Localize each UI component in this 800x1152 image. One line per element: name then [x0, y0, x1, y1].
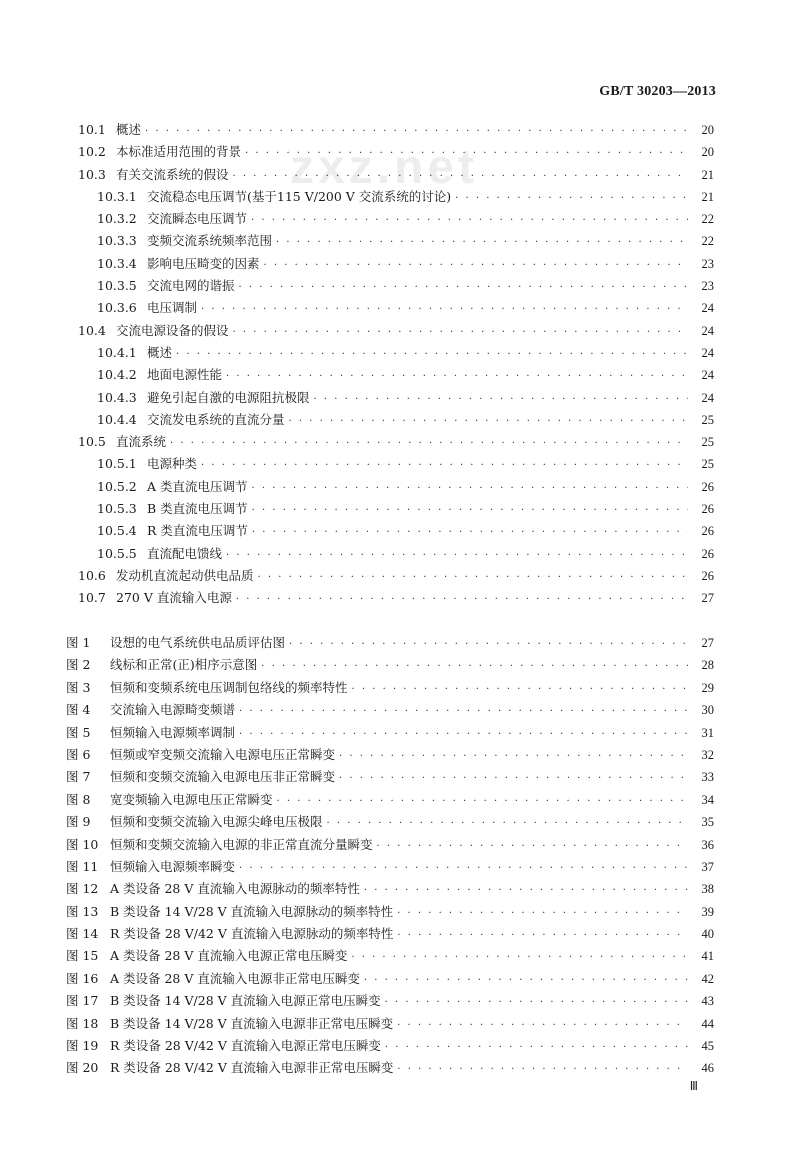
toc-figures — [0, 633, 800, 1081]
toc-figure-entry[interactable] — [0, 767, 800, 789]
toc-section-page-number: 21 — [701, 189, 714, 204]
toc-figure-number: 图 4 — [66, 702, 91, 718]
toc-figure-page-number: 34 — [701, 792, 714, 807]
toc-figure-title: B 类设备 14 V/28 V 直流输入电源正常电压瞬变 — [110, 993, 381, 1009]
toc-section-title: 交流发电系统的直流分量 — [147, 411, 285, 427]
toc-figure-page-number: 43 — [701, 994, 714, 1009]
dot-leader — [252, 527, 688, 538]
toc-figure-page-number: 36 — [701, 837, 714, 852]
toc-figure-page-number: 40 — [701, 927, 714, 942]
dot-leader — [239, 729, 688, 740]
toc-section-number: 10.5.1 — [97, 456, 137, 472]
dot-leader — [397, 1064, 688, 1075]
toc-figure-entry[interactable] — [0, 1036, 800, 1058]
toc-section-page-number: 26 — [701, 568, 714, 583]
toc-figure-number: 图 10 — [66, 836, 99, 852]
toc-section-page-number: 25 — [701, 457, 714, 472]
dot-leader — [339, 751, 688, 762]
dot-leader — [377, 841, 688, 852]
toc-section-entry[interactable] — [0, 388, 800, 410]
toc-figure-entry[interactable] — [0, 655, 800, 677]
toc-section-entry[interactable] — [0, 454, 800, 476]
toc-section-entry[interactable] — [0, 276, 800, 298]
dot-leader — [145, 126, 688, 137]
toc-section-entry[interactable] — [0, 165, 800, 187]
toc-figure-number: 图 17 — [66, 993, 99, 1009]
toc-section-number: 10.5.3 — [97, 501, 137, 517]
toc-figure-page-number: 45 — [701, 1039, 714, 1054]
toc-figure-number: 图 15 — [66, 948, 99, 964]
toc-section-number: 10.1 — [78, 122, 106, 137]
toc-section-title: 有关交流系统的假设 — [116, 166, 229, 182]
toc-figure-number: 图 19 — [66, 1038, 99, 1054]
dot-leader — [455, 193, 688, 204]
toc-section-page-number: 22 — [701, 234, 714, 249]
toc-section-page-number: 26 — [701, 502, 714, 517]
toc-figure-title: B 类设备 14 V/28 V 直流输入电源脉动的频率特性 — [110, 903, 394, 919]
toc-section-title: 交流电网的谐振 — [147, 278, 235, 294]
toc-section-entry[interactable] — [0, 365, 800, 387]
toc-section-number: 10.5.4 — [97, 523, 137, 539]
toc-section-entry[interactable] — [0, 343, 800, 365]
toc-section-entry[interactable] — [0, 321, 800, 343]
toc-figure-entry[interactable] — [0, 790, 800, 812]
toc-figure-title: A 类设备 28 V 直流输入电源非正常电压瞬变 — [110, 970, 360, 986]
toc-figure-title: 恒频或窄变频交流输入电源电压正常瞬变 — [110, 746, 336, 762]
dot-leader — [252, 483, 688, 494]
toc-figure-entry[interactable] — [0, 924, 800, 946]
toc-figure-title: 恒频和变频系统电压调制包络线的频率特性 — [110, 679, 348, 695]
toc-figure-page-number: 44 — [701, 1016, 714, 1031]
toc-section-page-number: 24 — [701, 345, 714, 360]
toc-figure-page-number: 27 — [701, 636, 714, 650]
toc-figure-title: 恒频和变频交流输入电源电压非正常瞬变 — [110, 769, 336, 785]
dot-leader — [327, 818, 688, 829]
toc-section-entry[interactable] — [0, 298, 800, 320]
dot-leader — [277, 796, 688, 807]
toc-section-page-number: 24 — [701, 368, 714, 383]
toc-section-title: 270 V 直流输入电源 — [116, 590, 232, 606]
dot-leader — [226, 371, 688, 382]
toc-figure-title: 恒频和变频交流输入电源尖峰电压极限 — [110, 814, 323, 830]
dot-leader — [245, 148, 688, 159]
dot-leader — [314, 394, 688, 405]
dot-leader — [351, 952, 688, 963]
toc-section-number: 10.5.5 — [97, 545, 137, 561]
dot-leader — [239, 706, 688, 717]
toc-figure-entry[interactable] — [0, 678, 800, 700]
toc-section-entry[interactable] — [0, 254, 800, 276]
toc-figure-entry[interactable] — [0, 835, 800, 857]
dot-leader — [352, 684, 688, 695]
dot-leader — [239, 282, 688, 293]
toc-section-page-number: 25 — [701, 412, 714, 427]
toc-figure-number: 图 18 — [66, 1015, 99, 1031]
toc-figure-number: 图 5 — [66, 724, 91, 740]
toc-section-entry[interactable] — [0, 187, 800, 209]
toc-section-page-number: 26 — [701, 546, 714, 561]
toc-section-entry[interactable] — [0, 477, 800, 499]
toc-section-title: 电源种类 — [147, 456, 198, 472]
dot-leader — [397, 908, 688, 919]
toc-figure-page-number: 30 — [701, 703, 714, 718]
toc-figure-page-number: 46 — [701, 1061, 714, 1076]
toc-figure-title: 交流输入电源畸变频谱 — [110, 702, 236, 718]
toc-section-page-number: 26 — [701, 524, 714, 539]
dot-leader — [251, 215, 688, 226]
dot-leader — [385, 997, 688, 1008]
toc-section-number: 10.4.2 — [97, 367, 137, 383]
toc-figure-title: R 类设备 28 V/42 V 直流输入电源非正常电压瞬变 — [110, 1060, 394, 1076]
dot-leader — [364, 885, 688, 896]
toc-section-entry[interactable] — [0, 209, 800, 231]
toc-section-title: 概述 — [147, 344, 173, 360]
toc-section-title: 直流配电馈线 — [147, 545, 223, 561]
toc-section-entry[interactable] — [0, 142, 800, 164]
toc-figure-page-number: 37 — [701, 859, 714, 874]
toc-figure-number: 图 8 — [66, 791, 91, 807]
toc-section-title: 本标准适用范围的背景 — [116, 144, 242, 160]
dot-leader — [252, 505, 688, 516]
standard-code: GB/T 30203—2013 — [599, 84, 716, 99]
toc-section-title: 交流电源设备的假设 — [116, 322, 229, 338]
toc-figure-title: A 类设备 28 V 直流输入电源正常电压瞬变 — [110, 948, 348, 964]
toc-section-page-number: 21 — [701, 167, 714, 182]
toc-figure-number: 图 20 — [66, 1060, 99, 1076]
toc-figure-number: 图 2 — [66, 657, 91, 673]
dot-leader — [264, 260, 688, 271]
toc-figure-entry[interactable] — [0, 723, 800, 745]
dot-leader — [276, 237, 688, 248]
toc-section-page-number: 24 — [701, 301, 714, 316]
toc-section-entry[interactable] — [0, 231, 800, 253]
toc-section-page-number: 20 — [701, 145, 714, 160]
toc-figure-title: R 类设备 28 V/42 V 直流输入电源正常电压瞬变 — [110, 1038, 381, 1054]
toc-figure-number: 图 12 — [66, 881, 99, 897]
toc-section-page-number: 20 — [701, 123, 714, 137]
toc-figure-page-number: 39 — [701, 904, 714, 919]
dot-leader — [233, 171, 688, 182]
toc-section-entry[interactable] — [0, 588, 800, 610]
toc-figure-entry[interactable] — [0, 1014, 800, 1036]
dot-leader — [289, 416, 688, 427]
toc-section-page-number: 23 — [701, 279, 714, 294]
toc-figure-number: 图 6 — [66, 746, 91, 762]
toc-figure-title: 恒频输入电源频率调制 — [110, 724, 236, 740]
toc-figure-entry[interactable] — [0, 969, 800, 991]
toc-figure-title: R 类设备 28 V/42 V 直流输入电源脉动的频率特性 — [110, 926, 394, 942]
toc-section-title: 发动机直流起动供电品质 — [116, 567, 254, 583]
toc-section-number: 10.4.4 — [97, 411, 137, 427]
dot-leader — [258, 572, 688, 583]
toc-figure-page-number: 38 — [701, 882, 714, 897]
toc-figure-entry[interactable] — [0, 946, 800, 968]
toc-section-title: 影响电压畸变的因素 — [147, 255, 260, 271]
toc-figure-title: 设想的电气系统供电品质评估图 — [110, 635, 286, 650]
toc-section-number: 10.3.5 — [97, 278, 137, 294]
toc-section-entry[interactable] — [0, 566, 800, 588]
toc-section-title: 变频交流系统频率范围 — [147, 233, 273, 249]
toc-section-number: 10.3.1 — [97, 188, 137, 204]
dot-leader — [397, 1020, 688, 1031]
toc-figure-number: 图 7 — [66, 769, 91, 785]
toc-figure-title: 宽变频输入电源电压正常瞬变 — [110, 791, 273, 807]
toc-figure-number: 图 9 — [66, 814, 91, 830]
toc-figure-entry[interactable] — [0, 902, 800, 924]
footer-page-number: Ⅲ — [689, 1079, 698, 1093]
toc-figure-entry[interactable] — [0, 745, 800, 767]
toc-section-page-number: 25 — [701, 435, 714, 450]
dot-leader — [201, 460, 688, 471]
toc-section-entry[interactable] — [0, 120, 800, 142]
toc-section-number: 10.5 — [78, 434, 106, 450]
toc-figure-page-number: 41 — [701, 949, 714, 964]
toc-section-title: B 类直流电压调节 — [147, 501, 248, 517]
toc-section-number: 10.4 — [78, 322, 106, 338]
toc-figure-page-number: 32 — [701, 747, 714, 762]
toc-section-title: A 类直流电压调节 — [147, 478, 248, 494]
dot-leader — [339, 773, 688, 784]
toc-section-number: 10.4.1 — [97, 344, 137, 360]
toc-section-page-number: 24 — [701, 323, 714, 338]
toc-figure-number: 图 11 — [66, 858, 99, 874]
toc-figure-title: 恒频输入电源频率瞬变 — [110, 858, 236, 874]
dot-leader — [236, 594, 688, 605]
dot-leader — [289, 639, 688, 650]
toc-figure-entry[interactable] — [0, 1058, 800, 1080]
toc-section-page-number: 24 — [701, 390, 714, 405]
toc-section-number: 10.3 — [78, 166, 106, 182]
toc-section-page-number: 22 — [701, 212, 714, 227]
toc-figure-number: 图 16 — [66, 970, 99, 986]
toc-figure-page-number: 35 — [701, 815, 714, 830]
toc-figure-title: B 类设备 14 V/28 V 直流输入电源非正常电压瞬变 — [110, 1015, 394, 1031]
toc-figure-title: 恒频和变频交流输入电源的非正常直流分量瞬变 — [110, 836, 373, 852]
toc-sections — [0, 120, 800, 611]
dot-leader — [233, 327, 688, 338]
toc-section-number: 10.2 — [78, 144, 106, 160]
toc-section-number: 10.4.3 — [97, 389, 137, 405]
toc-figure-title: 线标和正常(正)相序示意图 — [110, 657, 258, 673]
dot-leader — [239, 863, 688, 874]
toc-figure-page-number: 29 — [701, 680, 714, 695]
toc-section-page-number: 27 — [701, 591, 714, 606]
toc-figure-entry[interactable] — [0, 879, 800, 901]
toc-section-title: 交流稳态电压调节(基于115 V/200 V 交流系统的讨论) — [147, 188, 452, 204]
toc-section-title: 避免引起自激的电源阻抗极限 — [147, 389, 310, 405]
toc-section-title: 交流瞬态电压调节 — [147, 211, 248, 227]
toc-section-number: 10.3.4 — [97, 255, 137, 271]
dot-leader — [170, 438, 688, 449]
toc-section-title: R 类直流电压调节 — [147, 523, 248, 539]
toc-section-number: 10.3.2 — [97, 211, 137, 227]
dot-leader — [261, 661, 688, 672]
dot-leader — [397, 930, 688, 941]
dot-leader — [176, 349, 688, 360]
toc-section-title: 直流系统 — [116, 434, 167, 450]
toc-figure-entry[interactable] — [0, 991, 800, 1013]
dot-leader — [364, 975, 688, 986]
toc-figure-page-number: 28 — [701, 658, 714, 673]
toc-figure-number: 图 14 — [66, 926, 99, 942]
toc-section-entry[interactable] — [0, 499, 800, 521]
toc-section-number: 10.6 — [78, 567, 106, 583]
toc-figure-number: 图 3 — [66, 679, 91, 695]
toc-section-entry[interactable] — [0, 521, 800, 543]
dot-leader — [385, 1042, 688, 1053]
toc-section-number: 10.5.2 — [97, 478, 137, 494]
toc-section-number: 10.7 — [78, 590, 106, 606]
toc-figure-entry[interactable] — [0, 857, 800, 879]
toc-figure-entry[interactable] — [0, 633, 800, 655]
toc-figure-number: 图 1 — [66, 635, 91, 650]
toc-section-page-number: 23 — [701, 256, 714, 271]
toc-figure-page-number: 33 — [701, 770, 714, 785]
toc-figure-title: A 类设备 28 V 直流输入电源脉动的频率特性 — [110, 881, 360, 897]
toc-section-title: 地面电源性能 — [147, 367, 223, 383]
toc-section-page-number: 26 — [701, 479, 714, 494]
toc-figure-number: 图 13 — [66, 903, 99, 919]
toc-figure-page-number: 31 — [701, 725, 714, 740]
toc-section-entry[interactable] — [0, 544, 800, 566]
toc-section-number: 10.3.3 — [97, 233, 137, 249]
watermark: zxz.net — [290, 141, 479, 194]
dot-leader — [201, 304, 688, 315]
toc-figure-page-number: 42 — [701, 971, 714, 986]
toc-section-title: 概述 — [116, 122, 142, 137]
toc-section-title: 电压调制 — [147, 300, 198, 316]
toc-figure-entry[interactable] — [0, 700, 800, 722]
toc-section-number: 10.3.6 — [97, 300, 137, 316]
toc-section-entry[interactable] — [0, 410, 800, 432]
toc-section-entry[interactable] — [0, 432, 800, 454]
toc-figure-entry[interactable] — [0, 812, 800, 834]
dot-leader — [226, 550, 688, 561]
